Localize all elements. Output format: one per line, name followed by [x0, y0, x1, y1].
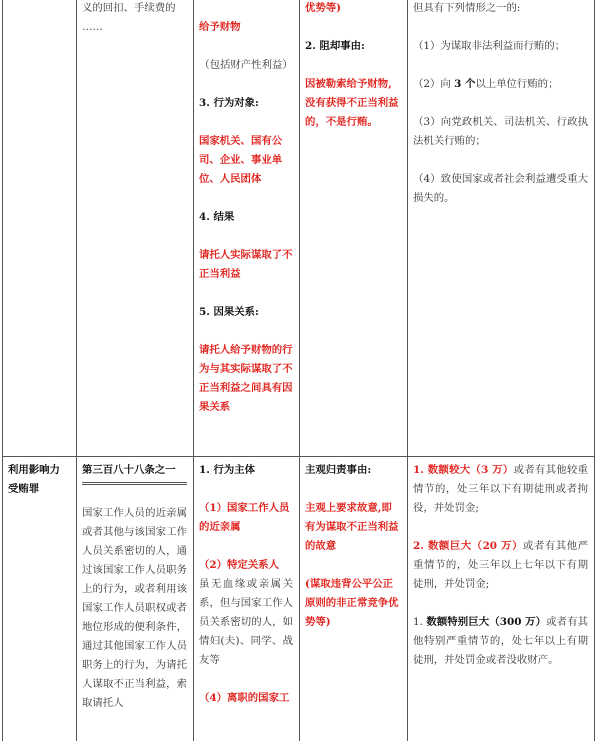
- crime-name-cell: [3, 457, 77, 741]
- law-table: [2, 0, 595, 741]
- subjective-note: (谋取违背公平公正原则的非正常竞争优势等): [305, 578, 399, 628]
- exemption-body: 因被勒索给予财物,没有获得不正当利益的，不是行贿。: [305, 78, 399, 128]
- subject-heading: 1. 行为主体: [199, 464, 256, 476]
- crime-name: 利用影响力受贿罪: [8, 464, 60, 495]
- row1-subjective-cell: [300, 0, 408, 457]
- table-row: [3, 457, 595, 741]
- elements-cell: [194, 457, 300, 741]
- give-property-text: 给予财物: [199, 21, 241, 33]
- penalty-tier-2: 2. 数额巨大（20 万）或者有其他严重情节的，处三年以上七年以下有期徒刑，并处罚金;: [413, 540, 589, 590]
- row1-penalty-cell: [408, 0, 595, 457]
- row1-crime-cell: [3, 0, 77, 457]
- subject-item-4: （4）离职的国家工: [199, 692, 290, 704]
- row1-statute-cell: [77, 0, 194, 457]
- subjective-top-text: 优势等): [305, 2, 342, 14]
- result-body: 请托人实际谋取了不正当利益: [199, 249, 293, 280]
- row1-elements-cell: [194, 0, 300, 457]
- penalty-tier-3: 1. 数额特别巨大（300 万）或者有其他特别严重情节的，处七年以上有期徒刑，并处罚金或者没收财产。: [413, 616, 589, 666]
- penalty-cell: [408, 457, 595, 741]
- statute-ellipsis: ……: [82, 21, 103, 33]
- penalty-intro: 但具有下列情形之一的:: [413, 2, 521, 14]
- statute-text-line: 义的回扣、手续费的: [82, 2, 176, 14]
- subject-item-2-body: 虽无血缘或亲属关系，但与国家工作人员关系密切的人，如情妇(夫)、同学、战友等: [199, 578, 293, 666]
- penalty-item-4: （4）致使国家或者社会利益遭受重大损失的。: [413, 173, 588, 204]
- give-property-note: （包括财产性利益）: [199, 59, 293, 71]
- subject-item-2-label: （2）特定关系人: [199, 559, 279, 571]
- subjective-cell: [300, 457, 408, 741]
- statute-cell: [77, 457, 194, 741]
- object-heading: 3. 行为对象:: [199, 97, 259, 109]
- causation-heading: 5. 因果关系:: [199, 306, 259, 318]
- penalty-tier-1: 1. 数额较大（3 万）或者有其他较重情节的，处三年以下有期徒刑或者拘役，并处罚金;: [413, 464, 588, 514]
- statute-title: 第三百八十八条之一: [82, 461, 187, 485]
- causation-body: 请托人给予财物的行为与其实际谋取了不正当利益之间具有因果关系: [199, 344, 293, 413]
- subjective-heading: 主观归责事由:: [305, 464, 372, 476]
- subjective-body: 主观上要求故意,即有为谋取不正当利益的故意: [305, 502, 399, 552]
- statute-body: 国家工作人员的近亲属或者其他与该国家工作人员关系密切的人，通过该国家工作人员职务上的行为，或者利用该国家工作人员职权或者地位形成的便利条件，通过其他国家工作人员职务上的行为，为请托人谋取不正当利益，索取请托人: [82, 507, 187, 709]
- object-body: 国家机关、国有公司、企业、事业单位、人民团体: [199, 135, 283, 185]
- penalty-item-1: （1）为谋取非法利益而行贿的；: [413, 40, 566, 52]
- table-row: [3, 0, 595, 457]
- exemption-heading: 2. 阻却事由:: [305, 40, 365, 52]
- penalty-item-2: （2）向 3 个以上单位行贿的；: [413, 78, 559, 90]
- penalty-item-3: （3）向党政机关、司法机关、行政执法机关行贿的；: [413, 116, 588, 147]
- subject-item-1: （1）国家工作人员的近亲属: [199, 502, 290, 533]
- result-heading: 4. 结果: [199, 211, 235, 223]
